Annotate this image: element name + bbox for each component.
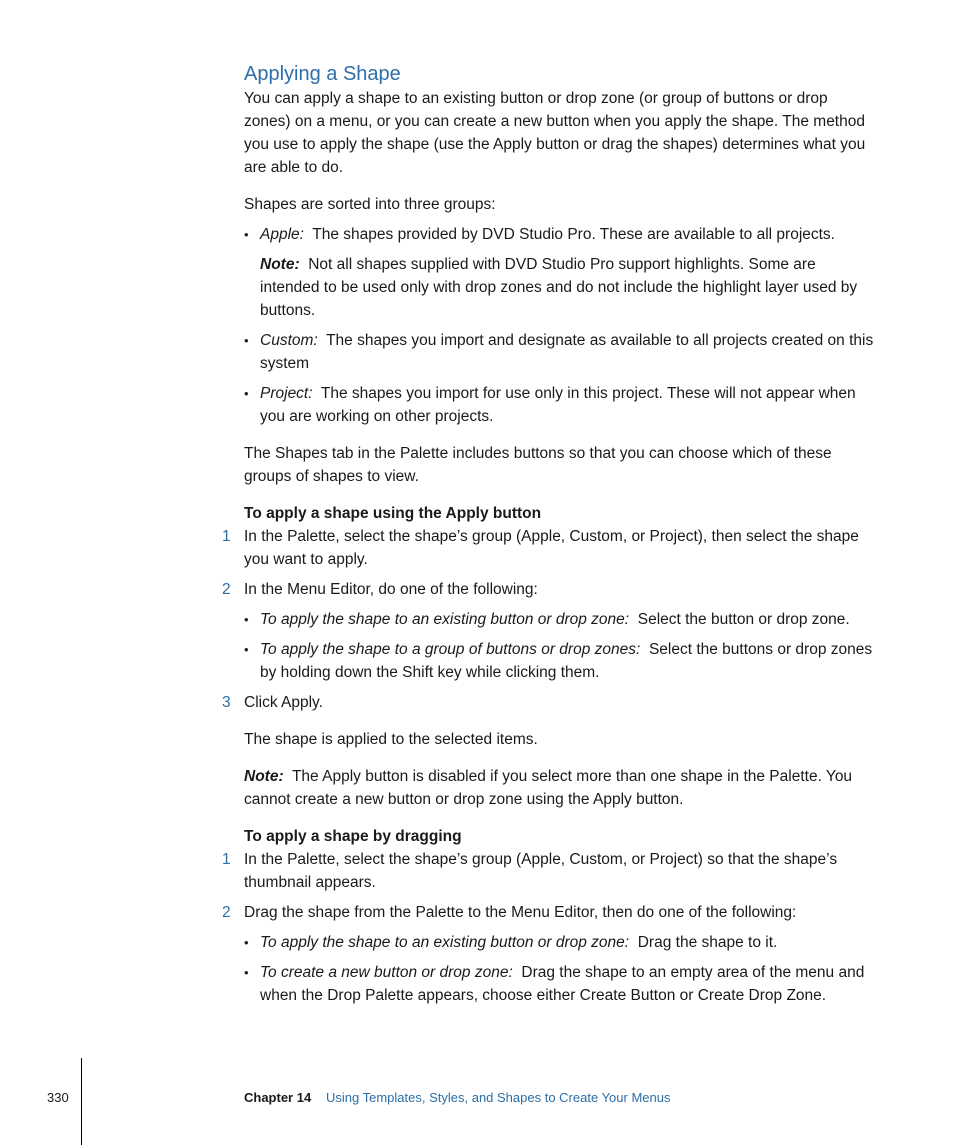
note-label: Note: [244, 768, 284, 785]
bullet-icon: • [244, 227, 249, 242]
bullet-icon: • [244, 612, 249, 627]
option-item [244, 961, 876, 1007]
step-number: 1 [222, 851, 231, 868]
item-label: Custom: [260, 332, 318, 349]
procedure-title-apply: To apply a shape using the Apply button [244, 505, 542, 522]
step-number: 1 [222, 528, 231, 545]
intro-paragraph: You can apply a shape to an existing button or drop zone (or group of buttons or drop zones) on a menu, or you can create a new button when you apply the shape. The method you use to apply the shape (use the Apply button or drag the shapes) determines what you are able to do. [244, 90, 866, 176]
item-label: Project: [260, 385, 313, 402]
option-lead: To apply the shape to an existing button or drop zone: [260, 934, 630, 951]
apply-note [244, 765, 876, 811]
option-item [244, 638, 876, 684]
item-text: The shapes provided by DVD Studio Pro. These are available to all projects. [312, 226, 835, 243]
footer-chapter: Chapter 14 [244, 1090, 312, 1105]
step-item [222, 901, 876, 924]
note-label: Note: [260, 256, 300, 273]
step-text: In the Palette, select the shape’s group (Apple, Custom, or Project), then select the shape you want to apply. [244, 528, 859, 568]
list-item-apple [244, 223, 876, 246]
procedure-title-drag: To apply a shape by dragging [244, 828, 462, 845]
bullet-icon: • [244, 333, 249, 348]
option-item [244, 608, 876, 631]
step-number: 2 [222, 581, 231, 598]
shapes-tab-paragraph: The Shapes tab in the Palette includes buttons so that you can choose which of these groups of shapes to view. [244, 445, 832, 485]
list-item-project [244, 382, 876, 428]
section-heading: Applying a Shape [244, 63, 401, 85]
result-paragraph: The shape is applied to the selected items. [244, 731, 538, 748]
footer-chapter-title: Using Templates, Styles, and Shapes to Create Your Menus [326, 1090, 671, 1105]
step-number: 3 [222, 694, 231, 711]
page-number: 330 [47, 1090, 69, 1105]
note-text: The Apply button is disabled if you select more than one shape in the Palette. You cannot create a new button or drop zone using the Apply button. [244, 768, 853, 808]
step-item [222, 848, 876, 894]
bullet-icon: • [244, 935, 249, 950]
bullet-icon: • [244, 386, 249, 401]
footer-divider [81, 1058, 82, 1145]
option-item [244, 931, 876, 954]
option-text: Drag the shape to an empty area of the menu and when the Drop Palette appears, choose either Create Button or Create Drop Zone. [260, 964, 865, 1004]
option-text: Select the buttons or drop zones by holding down the Shift key while clicking them. [260, 641, 873, 681]
option-lead: To create a new button or drop zone: [260, 964, 513, 981]
item-text: The shapes you import and designate as available to all projects created on this system [260, 332, 874, 372]
step-text: In the Palette, select the shape’s group (Apple, Custom, or Project) so that the shape’s thumbnail appears. [244, 851, 838, 891]
step-item [222, 578, 876, 601]
option-lead: To apply the shape to a group of buttons or drop zones: [260, 641, 641, 658]
bullet-icon: • [244, 642, 249, 657]
option-text: Select the button or drop zone. [637, 611, 850, 628]
groups-intro: Shapes are sorted into three groups: [244, 196, 496, 213]
option-lead: To apply the shape to an existing button or drop zone: [260, 611, 630, 628]
step-item [222, 691, 876, 714]
item-label: Apple: [260, 226, 304, 243]
bullet-icon: • [244, 965, 249, 980]
step-text: Drag the shape from the Palette to the Menu Editor, then do one of the following: [244, 904, 797, 921]
option-text: Drag the shape to it. [637, 934, 778, 951]
item-text: The shapes you import for use only in this project. These will not appear when you are working on other projects. [260, 385, 856, 425]
apple-note [260, 253, 876, 322]
list-item-custom [244, 329, 876, 375]
step-text: Click Apply. [244, 694, 323, 711]
note-text: Not all shapes supplied with DVD Studio Pro support highlights. Some are intended to be used only with drop zones and do not include the highlight layer used by buttons. [260, 256, 858, 319]
step-item [222, 525, 876, 571]
step-number: 2 [222, 904, 231, 921]
step-text: In the Menu Editor, do one of the following: [244, 581, 538, 598]
